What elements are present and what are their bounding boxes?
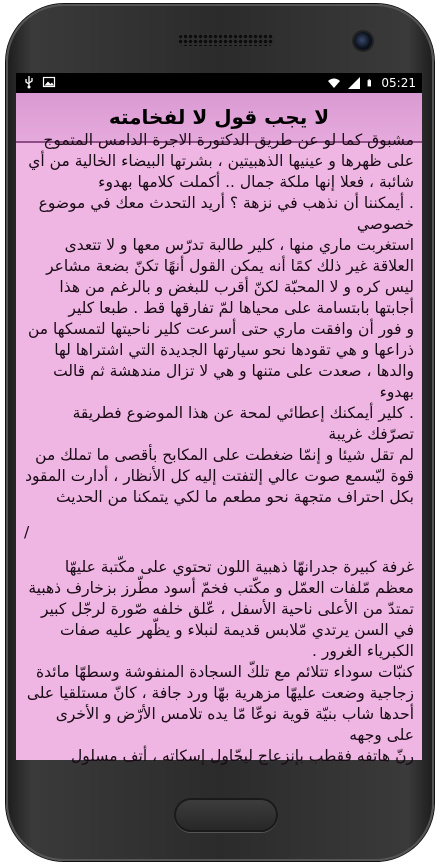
story-paragraph: و فور أن وافقت ماري حتى أسرعت كلير ناحيتها لتمسكها من ذراعها و هي تقودها نحو سيارتها الجديدة التي اشتراها لها والدها ، صعدت على متنها و هي لا تزال مندهشة ثم قالت بهدوء bbox=[27, 320, 414, 401]
story-paragraph: لم تقل شيئا و إنمّا ضغطت على المكابح بأقصى ما تملك من قوة ليّسمع صوت عالي إلتفتت إليه كل الأنظار ، أدارت المقود بكل احتراف متجهة نحو مطعم ما لكي يتمكنا من الحديث bbox=[25, 446, 414, 506]
page-title: لا يجب قول لا لفخامته bbox=[108, 105, 330, 129]
image-icon bbox=[42, 75, 56, 89]
status-bar bbox=[16, 73, 422, 93]
usb-icon bbox=[22, 75, 36, 89]
story-paragraph: رنّ هاتفه فقطب بإنزعاج ليحّاول إسكاته ، أتف مسلول bbox=[71, 747, 414, 765]
story-paragraph: كنبّات سوداء تتلائم مع تلكّ السجادة المنفوشة وسطهّا مائدة زجاجية وضعت عليهّا مزهرية بهّا ورد جافة ، كانّ مستلقيا على أحدها شاب بنيّة قوية نوعّا مّا يده تلامس الأرّض و الأخرى على وجهه bbox=[26, 663, 414, 744]
story-paragraph: . أيمكننا أن نذهب في نزهة ؟ أريد التحدث معك في موضوع خصوصي bbox=[38, 194, 414, 233]
scene-separator: / bbox=[24, 523, 30, 541]
story-paragraph: استغربت ماري منها ، كلير طالبة تدرّس معها و لا تتعدى العلاقة غير ذلك كمًا أنه يمكن القول أنهًا تكنّ بضعة مشاعر ليس كره و لا المحبّة لكنّ أقرب للبغض و بالرغم من هذا أجابتها بابتسامة على محياها لمّ تفارقها قط . طبعا كلير bbox=[46, 236, 414, 317]
home-button[interactable] bbox=[174, 798, 278, 832]
signal-icon bbox=[347, 76, 361, 90]
front-camera bbox=[354, 32, 372, 50]
wifi-icon bbox=[327, 76, 341, 90]
status-time: 05:21 bbox=[381, 76, 416, 90]
story-paragraph: . كلير أيمكنك إعطائي لمحة عن هذا الموضوع فطريقة تصرّفك غريبة bbox=[72, 404, 414, 443]
screen bbox=[16, 73, 422, 765]
battery-icon bbox=[367, 76, 375, 90]
story-scroll-area[interactable] bbox=[16, 131, 422, 765]
story-paragraph: مشبوق كما لو عن طريق الدكتورة الاجرة الدامس المتموج على ظهرها و عينيها الذهبيتين ، بشرتها البيضاء الخالية من أي شائبة ، فعلا إنها ملكة جمال .. أكملت كلامها بهدوء bbox=[28, 131, 414, 191]
story-paragraph: غرفة كبيرة جدرانهّا ذهبية اللون تحتوي على مكّتبة عليهّا معظم مّلفات العمّل و مكّتب فخمّ أسود مطّرز بزخارف ذهبية تمتدّ من الأعلى ناحية الأسفل ، عّلق خلفه صّورة لرجّل كبير في السن يرتدي مّلابس قديمة لنبلاء و يظّهر عليه صفات الكبرياء الغرور . bbox=[28, 558, 414, 660]
earpiece-speaker bbox=[178, 34, 274, 46]
story-text bbox=[24, 130, 414, 767]
